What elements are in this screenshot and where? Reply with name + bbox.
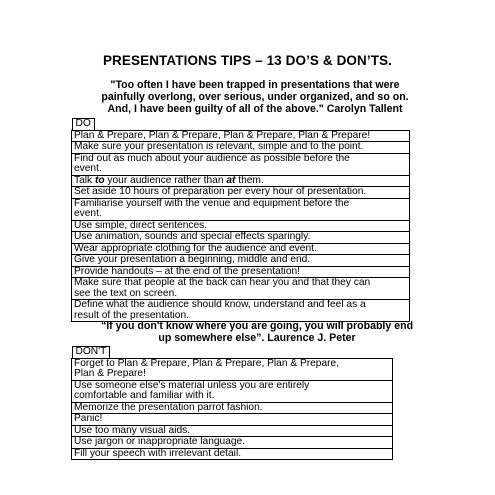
do-row-11: Provide handouts – at the end of the presentation! [72,266,410,278]
dont-row-7: Fill your speech with irrelevant detail. [72,448,393,460]
do-row-12: Make sure that people at the back can hear you and that they can see the text on screen. [72,278,410,300]
quote-line: And, I have been guilty of all of the above." Carolyn Tallent [107,103,403,115]
quote-line: "Too often I have been trapped in presentations that were [110,79,400,91]
dont-header: DON'T [72,346,111,358]
do-header: DO [72,118,95,130]
do-row-1: Plan & Prepare, Plan & Prepare, Plan & Prepare, Plan & Prepare! [72,130,410,142]
dont-row-1: Forget to Plan & Prepare, Plan & Prepare, Plan & Prepare, Plan & Prepare! [72,358,393,380]
dont-row-3: Memorize the presentation parrot fashion. [72,402,393,414]
dont-row-5: Use too many visual aids. [72,425,393,437]
do-row-13: Define what the audience should know, understand and feel as a result of the presentation. [72,300,410,322]
quote-line: painfully overlong, over serious, under organized, and so on. [101,91,409,103]
do-row-10: Give your presentation a beginning, middle and end. [72,255,410,267]
dont-row-2: Use someone else's material unless you are entirely comfortable and familiar with it. [72,380,393,402]
opening-quote [60,79,450,115]
do-row-8: Use animation, sounds and special effects sparingly. [72,232,410,244]
quote-line: “If you don't know where you are going, you will probably end [100,320,414,332]
page-title: PRESENTATIONS TIPS – 13 DO’S & DON’TS. [102,53,393,68]
closing-quote [62,320,452,344]
do-row-9: Wear appropriate clothing for the audience and event. [72,243,410,255]
dont-row-6: Use jargon or inappropriate language. [72,437,393,449]
do-row-2: Make sure your presentation is relevant, simple and to the point. [72,142,410,154]
do-row-7: Use simple, direct sentences. [72,220,410,232]
do-row-6: Familiarise yourself with the venue and equipment before the event. [72,198,410,220]
do-row-3: Find out as much about your audience as possible before the event. [72,153,410,175]
quote-line: up somewhere else”. Laurence J. Peter [158,332,356,344]
do-table [71,118,410,322]
do-row-5: Set aside 10 hours of preparation per every hour of presentation. [72,187,410,199]
do-row-4: Talk to your audience rather than at them. [72,175,410,187]
dont-table [71,346,393,460]
dont-row-4: Panic! [72,414,393,426]
